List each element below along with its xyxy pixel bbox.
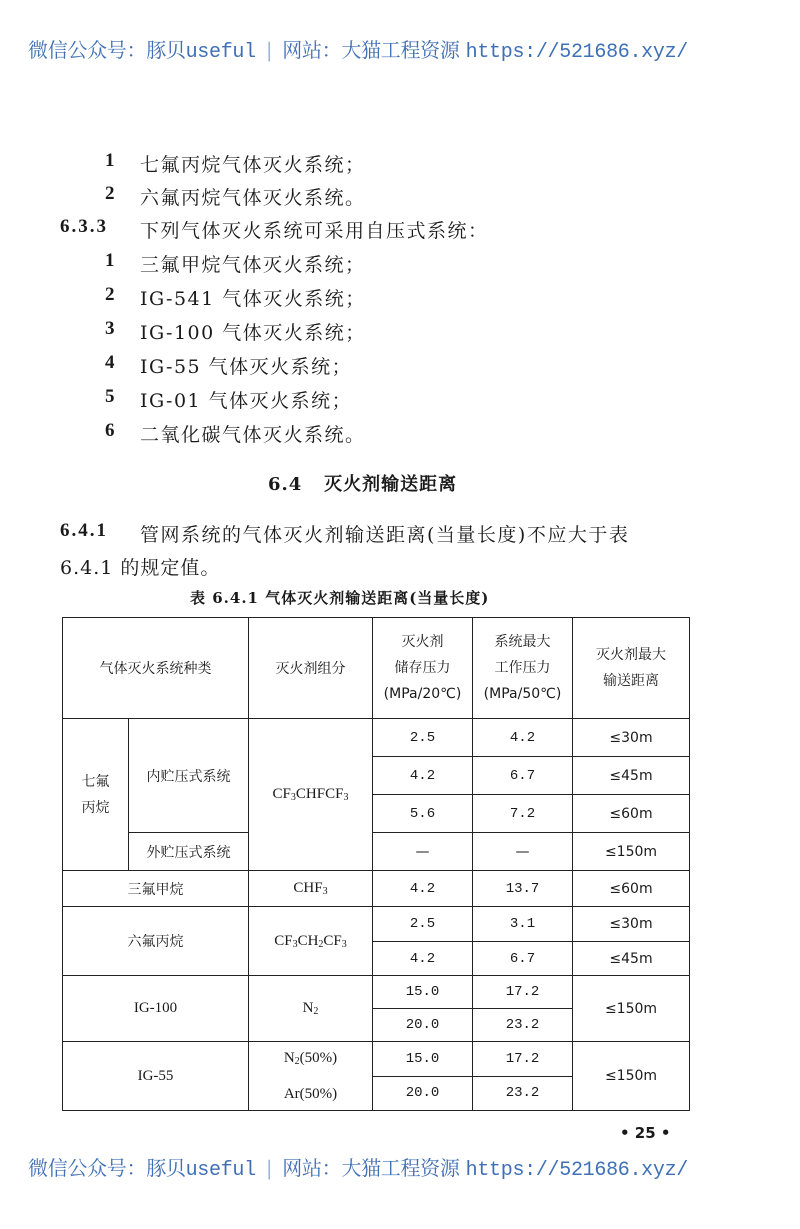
cell-working: 4.2 <box>473 719 573 757</box>
distance-table <box>62 617 690 1111</box>
cell-storage: 4.2 <box>373 871 473 907</box>
group-hfc23-name: 三氟甲烷 <box>63 871 249 907</box>
cell-storage: 20.0 <box>373 1076 473 1111</box>
group-hfc227-name: 七氟 丙烷 <box>63 719 129 871</box>
cell-working: 23.2 <box>473 1076 573 1111</box>
list-item: 三氟甲烷气体灭火系统； <box>140 254 366 276</box>
group-ig55-name: IG-55 <box>63 1042 249 1111</box>
list-item: 二氧化碳气体灭火系统。 <box>140 424 366 446</box>
cell-distance: ≤45m <box>573 942 690 976</box>
cell-working: 13.7 <box>473 871 573 907</box>
list-item: IG-541 气体灭火系统； <box>140 288 366 310</box>
cell-storage: 2.5 <box>373 907 473 942</box>
list-item: IG-100 气体灭火系统； <box>140 322 366 344</box>
group-ig100-agent: $N_2$ <box>249 976 373 1042</box>
list-number: 4 <box>105 352 115 373</box>
table-row <box>63 719 690 757</box>
watermark-wechat-name: useful <box>185 1159 256 1182</box>
cell-distance: ≤150m <box>573 833 690 871</box>
cell-distance: ≤30m <box>573 719 690 757</box>
cell-distance: ≤30m <box>573 907 690 942</box>
group-hfc227-external: 外贮压式系统 <box>129 833 249 871</box>
header-max-working-pressure: 系统最大 工作压力 (MPa/50℃) <box>473 618 573 719</box>
clause-text: 下列气体灭火系统可采用自压式系统： <box>140 220 489 242</box>
list-number: 6 <box>105 420 115 441</box>
header-system-type: 气体灭火系统种类 <box>63 618 249 719</box>
watermark-url[interactable]: https://521686.xyz/ <box>465 41 688 64</box>
list-number: 2 <box>105 284 115 305</box>
cell-storage: 4.2 <box>373 757 473 795</box>
watermark-wechat-label: 微信公众号：豚贝 <box>28 38 186 62</box>
list-number: 5 <box>105 386 115 407</box>
cell-storage: — <box>373 833 473 871</box>
section-heading <box>268 470 457 496</box>
cell-working: 3.1 <box>473 907 573 942</box>
cell-distance: ≤150m <box>573 976 690 1042</box>
group-hfc236-name: 六氟丙烷 <box>63 907 249 976</box>
cell-working: 6.7 <box>473 942 573 976</box>
group-hfc227-agent: $CF_3CHFCF_3$ <box>249 719 373 871</box>
cell-storage: 2.5 <box>373 719 473 757</box>
cell-working: 7.2 <box>473 795 573 833</box>
table-caption: 表 6.4.1 气体灭火剂输送距离(当量长度) <box>190 589 490 607</box>
clause-number: 6.4.1 <box>60 520 108 541</box>
cell-distance: ≤150m <box>573 1042 690 1111</box>
cell-storage: 15.0 <box>373 1042 473 1077</box>
list-item: 七氟丙烷气体灭火系统； <box>140 154 366 176</box>
group-ig100-name: IG-100 <box>63 976 249 1042</box>
watermark-wechat-name: useful <box>185 41 256 64</box>
section-title: 灭火剂输送距离 <box>324 474 458 495</box>
cell-working: — <box>473 833 573 871</box>
table-row <box>63 871 690 907</box>
section-number: 6.4 <box>268 474 303 495</box>
watermark-top <box>28 34 788 64</box>
cell-storage: 20.0 <box>373 1009 473 1042</box>
header-max-distance: 灭火剂最大 输送距离 <box>573 618 690 719</box>
table-row <box>63 907 690 942</box>
list-number: 1 <box>105 250 115 271</box>
cell-storage: 4.2 <box>373 942 473 976</box>
group-hfc236-agent: $CF_3CH_2CF_3$ <box>249 907 373 976</box>
group-ig55-agent: $N_2(50\%)$ Ar(50%) <box>249 1042 373 1111</box>
clause-text-line2: 6.4.1 的规定值。 <box>60 557 221 579</box>
cell-working: 17.2 <box>473 976 573 1009</box>
cell-storage: 15.0 <box>373 976 473 1009</box>
list-item: 六氟丙烷气体灭火系统。 <box>140 187 366 209</box>
watermark-bottom <box>28 1152 788 1182</box>
table-header-row <box>63 618 690 719</box>
cell-working: 23.2 <box>473 1009 573 1042</box>
header-agent: 灭火剂组分 <box>249 618 373 719</box>
list-item: IG-01 气体灭火系统； <box>140 390 353 412</box>
cell-storage: 5.6 <box>373 795 473 833</box>
group-hfc23-agent: $CHF_3$ <box>249 871 373 907</box>
watermark-separator: | <box>265 1156 273 1180</box>
cell-distance: ≤45m <box>573 757 690 795</box>
cell-distance: ≤60m <box>573 795 690 833</box>
watermark-url[interactable]: https://521686.xyz/ <box>465 1159 688 1182</box>
table-row <box>63 833 690 871</box>
table-row <box>63 1042 690 1077</box>
cell-working: 17.2 <box>473 1042 573 1077</box>
list-number: 2 <box>105 183 115 204</box>
watermark-wechat-label: 微信公众号：豚贝 <box>28 1156 186 1180</box>
clause-text-line1: 管网系统的气体灭火剂输送距离(当量长度)不应大于表 <box>140 524 630 546</box>
cell-working: 6.7 <box>473 757 573 795</box>
group-hfc227-internal: 内贮压式系统 <box>129 719 249 833</box>
clause-number: 6.3.3 <box>60 216 108 237</box>
list-number: 3 <box>105 318 115 339</box>
list-item: IG-55 气体灭火系统； <box>140 356 353 378</box>
cell-distance: ≤60m <box>573 871 690 907</box>
watermark-site-label: 网站：大猫工程资源 <box>282 1156 466 1180</box>
watermark-site-label: 网站：大猫工程资源 <box>282 38 466 62</box>
header-storage-pressure: 灭火剂 储存压力 (MPa/20℃) <box>373 618 473 719</box>
page-number: • 25 • <box>620 1124 671 1142</box>
watermark-separator: | <box>265 38 273 62</box>
table-row <box>63 976 690 1009</box>
list-number: 1 <box>105 150 115 171</box>
